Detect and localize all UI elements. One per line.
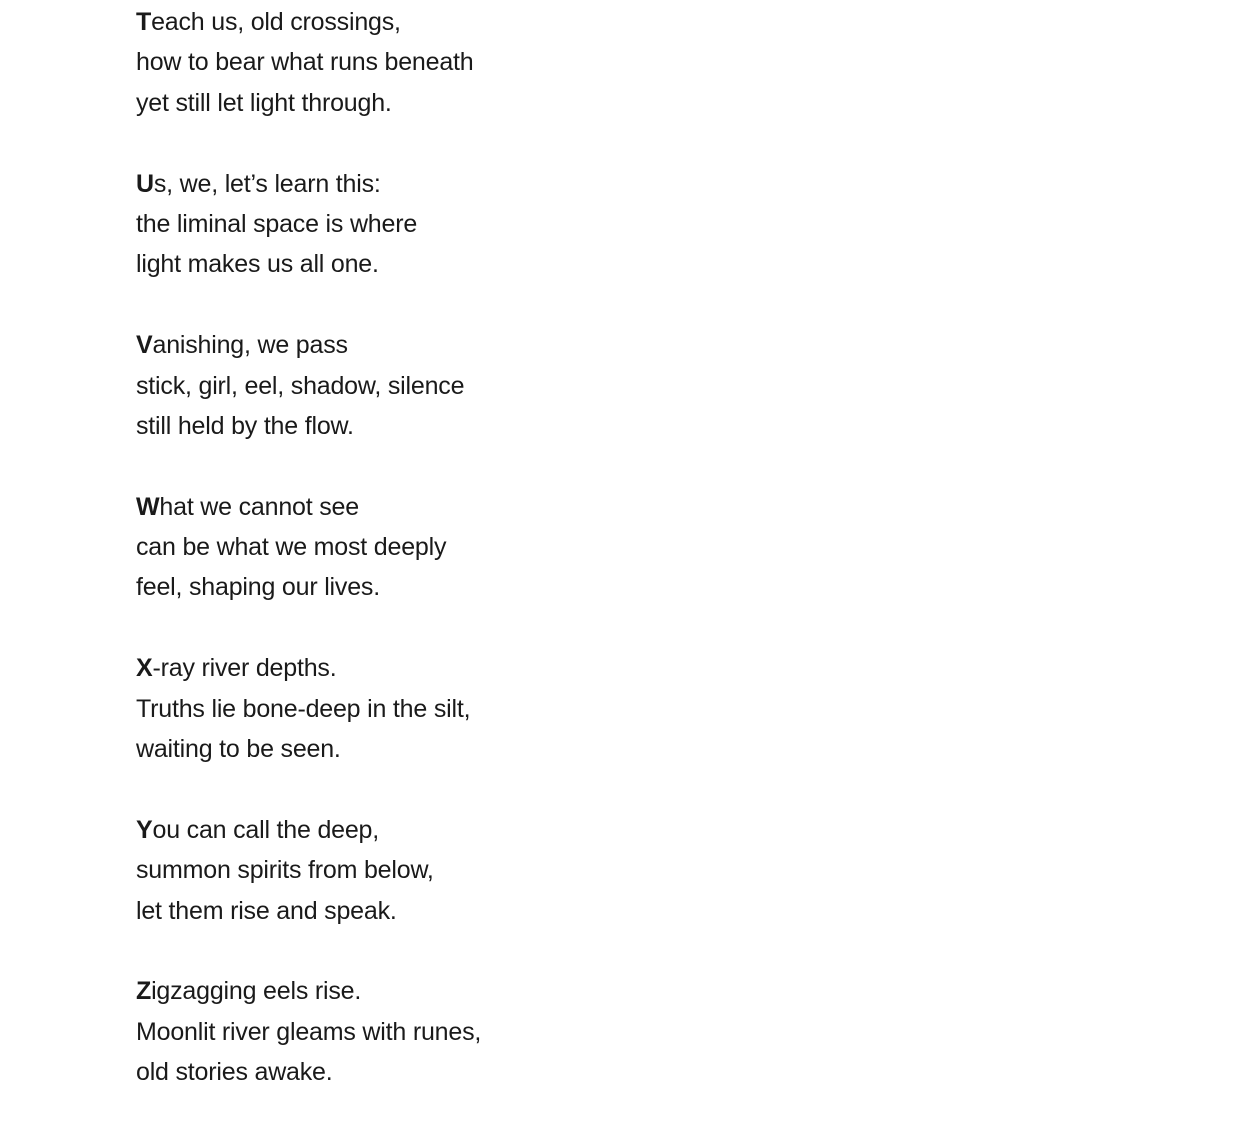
line-text: each us, old crossings, xyxy=(151,8,401,36)
stanza-initial: U xyxy=(136,169,154,198)
line-text: s, we, let’s learn this: xyxy=(153,169,381,198)
poem-line: waiting to be seen. xyxy=(136,735,341,764)
poem-line xyxy=(136,2,736,42)
stanza-w xyxy=(136,487,736,608)
stanza-u xyxy=(136,164,736,285)
poem-line: can be what we most deeply xyxy=(136,533,447,562)
poem-line: the liminal space is where xyxy=(136,209,418,238)
line-text: hat we cannot see xyxy=(159,492,359,521)
stanza-x xyxy=(136,648,736,769)
poem-line: yet still let light through. xyxy=(136,88,392,117)
stanza-initial: X xyxy=(136,654,153,683)
poem-line: how to bear what runs beneath xyxy=(136,48,474,77)
line-text: anishing, we pass xyxy=(152,331,348,360)
stanza-t xyxy=(136,2,736,123)
poem-line: light makes us all one. xyxy=(136,250,379,279)
stanza-initial: T xyxy=(136,8,152,36)
poem-line xyxy=(136,164,736,204)
poem-line: let them rise and speak. xyxy=(136,896,397,925)
poem-line: feel, shaping our lives. xyxy=(136,573,380,602)
poem-line xyxy=(136,648,736,688)
poem xyxy=(136,2,736,1133)
stanza-initial: V xyxy=(136,331,153,360)
poem-line: Truths lie bone-deep in the silt, xyxy=(136,694,471,723)
poem-line xyxy=(136,810,736,850)
poem-line xyxy=(136,971,736,1011)
poem-line xyxy=(136,487,736,527)
poem-line: Moonlit river gleams with runes, xyxy=(136,1017,482,1046)
stanza-initial: Y xyxy=(136,815,153,844)
stanza-z xyxy=(136,971,736,1092)
poem-line: summon spirits from below, xyxy=(136,856,434,885)
line-text: igzagging eels rise. xyxy=(151,977,362,1006)
line-text: ou can call the deep, xyxy=(152,815,380,844)
stanza-initial: Z xyxy=(136,977,152,1006)
line-text: -ray river depths. xyxy=(152,654,337,683)
poem-line: still held by the flow. xyxy=(136,411,354,440)
stanza-initial: W xyxy=(136,492,160,521)
poem-line xyxy=(136,325,736,365)
poem-line: stick, girl, eel, shadow, silence xyxy=(136,371,465,400)
stanza-y xyxy=(136,810,736,931)
stanza-v xyxy=(136,325,736,446)
poem-line: old stories awake. xyxy=(136,1058,333,1087)
